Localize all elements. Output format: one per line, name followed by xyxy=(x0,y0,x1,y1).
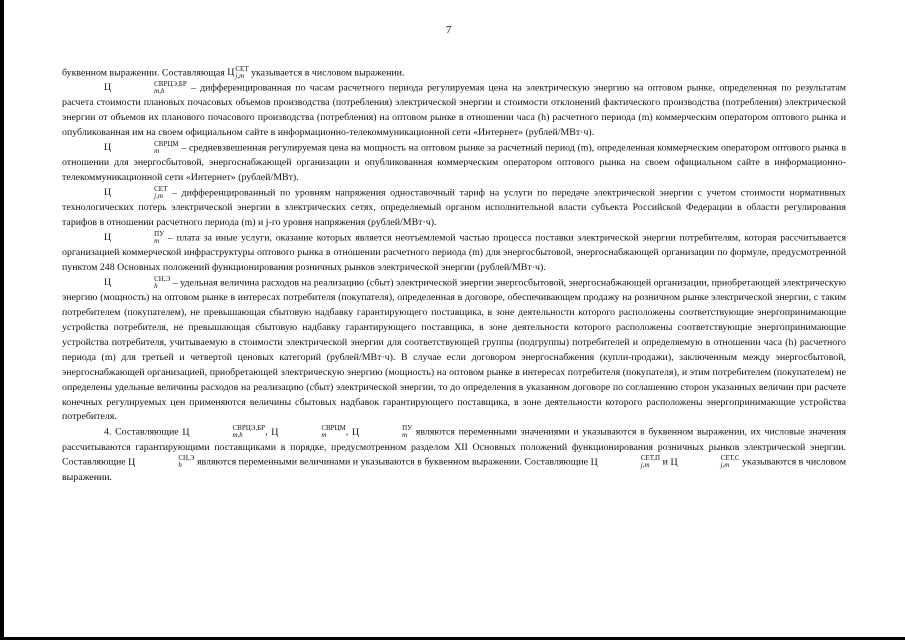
symbol-subscript: j,m xyxy=(720,461,730,470)
price-symbol xyxy=(104,140,179,156)
symbol-subscript: m xyxy=(154,147,160,156)
text-run: – удельная величина расходов на реализацию (сбыт) электрической энергии энергосбытовой, энергоснабжающей организации, приобретающей электрическую энергию (мощность) на оптовом рынке в интересах потребителя (покупателя), определенная в договоре, обеспечивающем продажу на розничном рынке электрической энергии, с таким потребителем (покупателем), не превышающая сбытовую надбавку гарантирующего поставщика, в зоне деятельности которого расположены соответствующие энергопринимающие устройства потребителя, не превышающая сбытовую надбавку гарантирующего поставщика, в зоне деятельности которого расположены соответствующие энергопринимающие устройства потребителя, учитываемую в стоимости электрической энергии для соответствующей группы (подгруппы) потребителей и определяемую в отношении часа (h) расчетного периода (m) для третьей и четвертой ценовых категорий (рублей/МВт·ч). В случае если договором энергоснабжения (купли-продажи), заключенным между энергосбытовой, энергоснабжающей организацией, приобретающей электрическую энергию (мощность) на оптовом рынке в интересах потребителя (покупателя), и этим потребителем (покупателем) не определены удельные величины расходов на реализацию (сбыт) электрической энергии, то до определения в указанном договоре по соглашению сторон указанных величин при расчете конечных регулируемых цен применяются величины сбытовых надбавок гарантирующего поставщика, в зоне деятельности которого расположены энергопринимающие устройства потребителя. xyxy=(62,277,846,423)
symbol-superscript: СН,Э xyxy=(178,454,195,463)
symbol-base: Ц xyxy=(104,187,112,199)
symbol-subscript: m xyxy=(154,237,160,246)
text-run: – плата за иные услуги, оказание которых является неотъемлемой частью процесса поставки электрической энергии потребителям, которая рассчитывается организацией коммерческой инфраструктуры оптового рынка в отношении расчетного периода (m) для энергосбытовой, энергоснабжающей организации по формуле, предусмотренной пунктом 248 Основных положений функционирования розничных рынков электрической энергии (рублей/МВт·ч). xyxy=(62,232,846,274)
symbol-subscript: j,m xyxy=(235,72,245,80)
text-run: являются переменными значениями и указываются в буквенном выражении, их числовые значения рассчитываются гарантирующими поставщиками в порядке, предусмотренном разделом XII Основных положений функционирования розничных рынков электрической энергии. Составляющие xyxy=(62,426,846,468)
symbol-base: Ц xyxy=(670,456,678,468)
symbol-base: Ц xyxy=(104,82,112,94)
symbol-superscript: СВРЦМ xyxy=(154,140,179,149)
price-symbol xyxy=(271,424,346,440)
symbol-subscript: j,m xyxy=(154,192,163,201)
symbol-superscript: СВРЦЭ,БР xyxy=(154,80,187,89)
scan-border-left xyxy=(0,0,4,640)
symbol-base: Ц xyxy=(271,426,279,438)
symbol-superscript: СЕТ,П xyxy=(640,454,661,463)
symbol-subscript: h xyxy=(178,461,182,470)
symbol-base: Ц xyxy=(104,277,112,289)
text-run: , xyxy=(345,426,352,438)
symbol-subscript: m xyxy=(321,431,327,440)
symbol-superscript: ПУ xyxy=(402,424,413,433)
paragraph-pu-definition xyxy=(62,231,846,276)
symbol-base: Ц xyxy=(590,456,598,468)
document-body xyxy=(62,66,846,486)
symbol-superscript: СН,Э xyxy=(154,275,171,284)
symbol-base: Ц xyxy=(351,426,360,438)
text-run: указывается в числовом выражении. xyxy=(248,67,405,79)
symbol-subscript: m,h xyxy=(232,431,243,440)
price-symbol xyxy=(670,454,740,470)
symbol-superscript: СВРЦМ xyxy=(321,424,346,433)
text-run: буквенном выражении. Составляющая xyxy=(62,67,228,79)
text-run: 4. Составляющие xyxy=(104,426,183,438)
paragraph-set-definition xyxy=(62,186,846,231)
symbol-subscript: h xyxy=(154,282,158,291)
text-run: указываются в числовом выражении. xyxy=(62,456,846,483)
paragraph-item-4 xyxy=(62,425,846,485)
text-run: и xyxy=(660,456,671,468)
symbol-subscript: j,m xyxy=(640,461,650,470)
paragraph-svrcm-definition xyxy=(62,141,846,186)
symbol-superscript: ПУ xyxy=(154,230,165,239)
symbol-superscript: СЕТ xyxy=(154,185,168,194)
symbol-superscript: СВРЦЭ,БР xyxy=(232,424,266,433)
symbol-superscript: СЕТ xyxy=(235,65,249,73)
price-symbol xyxy=(590,454,661,470)
paragraph-sne-definition xyxy=(62,276,846,425)
price-symbol xyxy=(182,424,266,440)
paragraph-svrce-br-definition xyxy=(62,81,846,141)
text-run: – дифференцированный по уровням напряжения одноставочный тариф на услуги по передаче электрической энергии с учетом стоимости нормативных технологических потерь электрической энергии в электрических сетях, определяемый органом исполнительной власти субъекта Российской Федерации в области регулирования тарифов в отношении расчетного периода (m) и j-го уровня напряжения (рублей/МВт·ч). xyxy=(62,187,846,229)
symbol-base: Ц xyxy=(128,456,136,468)
text-run: – дифференцированная по часам расчетного периода регулируемая цена на электрическую энергию на оптовом рынке, определенная по результатам расчета стоимости плановых почасовых объемов производства (потребления) электрической энергии и стоимости отклонений фактического производства (потребления) электрической энергии от объемов их планового почасового производства (потребления) на оптовом рынке в отношении часа (h) расчетного периода (m) коммерческим оператором оптового рынка и опубликованная им на своем официальном сайте в информационно-телекоммуникационной сети «Интернет» (рублей/МВт·ч). xyxy=(62,82,846,139)
price-symbol xyxy=(104,275,171,291)
price-symbol xyxy=(104,230,165,246)
text-run: – средневзвешенная регулируемая цена на мощность на оптовом рынке за расчетный период (m), определенная коммерческим оператором оптового рынка в отношении для энергосбытовой, энергоснабжающей организации и опубликованная коммерческим оператором оптового рынка на своем официальном сайте в информационно-телекоммуникационной сети «Интернет» (рублей/МВт). xyxy=(62,142,846,184)
paragraph-continuation xyxy=(62,66,846,81)
price-symbol xyxy=(104,185,168,201)
symbol-base: Ц xyxy=(104,142,112,154)
text-run: являются переменными величинами и указываются в буквенном выражении. Составляющие xyxy=(194,456,591,468)
symbol-subscript: m xyxy=(402,431,408,440)
symbol-subscript: m,h xyxy=(154,87,165,96)
symbol-base: Ц xyxy=(104,232,112,244)
price-symbol xyxy=(351,424,413,440)
symbol-superscript: СЕТ,С xyxy=(720,454,740,463)
page-number: 7 xyxy=(446,24,452,36)
price-symbol xyxy=(227,67,248,78)
price-symbol xyxy=(128,454,195,470)
symbol-base: Ц xyxy=(227,67,235,79)
symbol-base: Ц xyxy=(182,426,190,438)
text-run: , xyxy=(265,426,272,438)
price-symbol xyxy=(104,80,187,96)
